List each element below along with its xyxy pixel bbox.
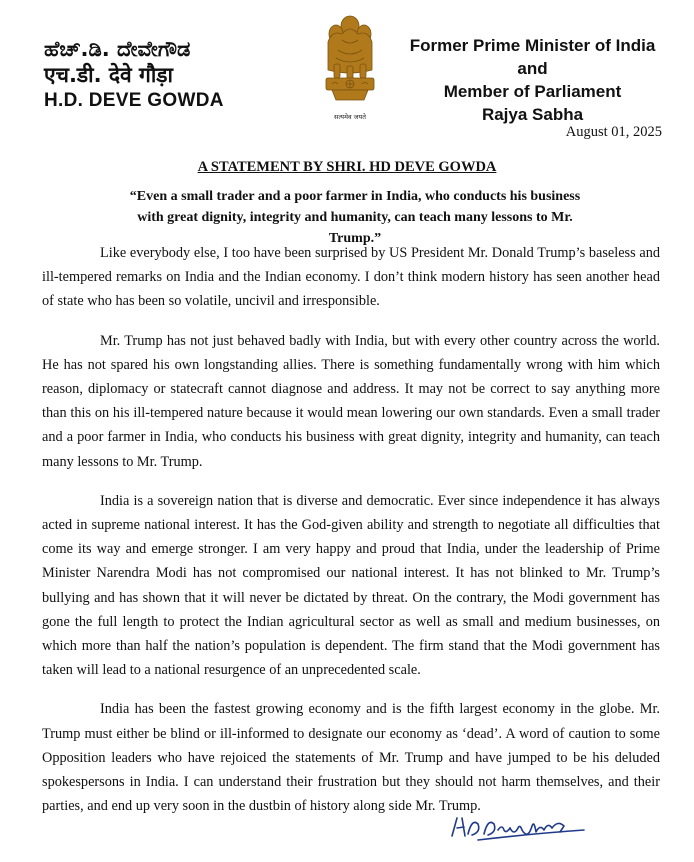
signature: [448, 810, 588, 846]
paragraph-4: India has been the fastest growing economy and is the fifth largest economy in the globe. Mr. Trump must either be blind or ill-informed to designate our economy as ‘dead’. A word of caution to some Opposition leaders who have rejoiced the statements of Mr. Trump and have jumped to be his deluded spokespersons in India. I can understand their frustration but they should not harm themselves, and their parties, and end up very soon in the dustbin of history along side Mr. Trump.: [42, 701, 660, 815]
name-hindi: एच.डी. देवे गौड़ा: [44, 63, 173, 87]
letterhead-name: [44, 36, 294, 113]
name-kannada: ಹೆಚ್.ಡಿ. ದೇವೇಗೌಡ: [44, 37, 191, 61]
name-english: H.D. DEVE GOWDA: [44, 90, 224, 111]
emblem-motto: सत्यमेव जयते: [334, 113, 366, 121]
title-line-2: and: [517, 59, 548, 78]
title-line-3: Member of Parliament: [443, 82, 622, 101]
letterhead-title: [405, 34, 660, 126]
pull-quote: “Even a small trader and a poor farmer in India, who conducts his business with great dignity, integrity and humanity, can teach many lessons to Mr. Trump.”: [129, 189, 581, 246]
paragraph-1: Like everybody else, I too have been surprised by US President Mr. Donald Trump’s baseless and ill-tempered remarks on India and the Indian economy. I don’t think modern history has seen another head of state who has been so volatile, uncivil and irresponsible.: [42, 245, 660, 310]
paragraph-3: India is a sovereign nation that is diverse and democratic. Ever since independence it has always acted in supreme national interest. It has the God-given ability and strength to negotiate all difficulties that come its way and emerge stronger. I am very happy and proud that India, under the leadership of Prime Minister Narendra Modi has not compromised our national interest. It has not blinked to Mr. Trump’s bullying and has shown that it will never be dictated by threat. On the contrary, the Modi government has gone the full length to protect the Indian agricultural sector as well as small and medium businesses, on which more than half the nation’s population is dependent. The firm stand that the Modi government has taken will lead to a national resurgence of an unprecedented scale.: [42, 492, 660, 679]
statement-body: [42, 241, 660, 833]
statement-date: August 01, 2025: [565, 124, 662, 140]
handwritten-signature-icon: [448, 810, 588, 846]
title-line-1: Former Prime Minister of India: [409, 36, 656, 55]
national-emblem: [318, 12, 382, 124]
lion-capital-icon: [318, 12, 382, 116]
title-line-4: Rajya Sabha: [481, 105, 584, 124]
statement-heading: A STATEMENT BY SHRI. HD DEVE GOWDA: [197, 159, 497, 175]
paragraph-2: Mr. Trump has not just behaved badly with India, but with every other country across the world. He has not spared his own longstanding allies. There is something fundamentally wrong with him which reason, diplomacy or statecraft cannot diagnose and address. It may not be correct to say anything more than this on his ill-tempered nature because it would mean lowering our own standards. Even a small trader and a poor farmer in India, who conducts his business with great dignity, integrity and humanity, can teach many lessons to Mr. Trump.: [42, 332, 660, 470]
